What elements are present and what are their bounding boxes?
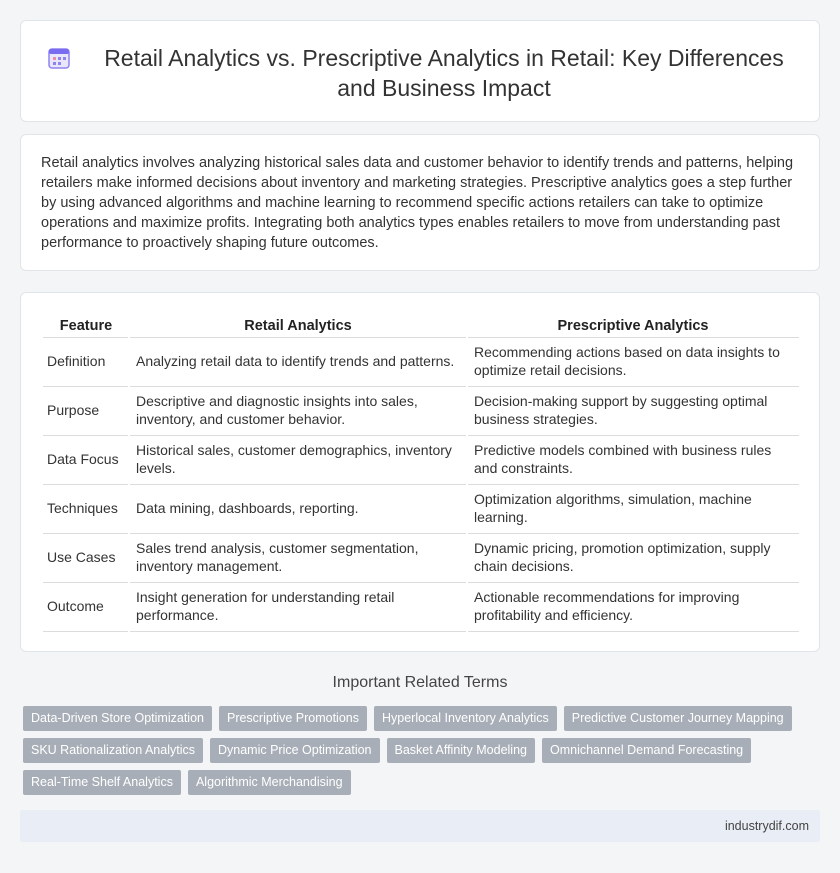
- related-term-tag[interactable]: Algorithmic Merchandising: [188, 770, 351, 795]
- title-card: [20, 20, 820, 122]
- related-term-tag[interactable]: Hyperlocal Inventory Analytics: [374, 706, 557, 731]
- footer: [20, 810, 820, 842]
- comparison-card: [20, 292, 820, 652]
- table-header-row: [43, 315, 799, 337]
- retail-analytics-cell: Insight generation for understanding retail performance.: [129, 582, 467, 631]
- column-header: Retail Analytics: [129, 315, 467, 337]
- table-row: [43, 337, 799, 386]
- feature-cell: Outcome: [43, 582, 129, 631]
- table-row: [43, 435, 799, 484]
- feature-cell: Techniques: [43, 484, 129, 533]
- table-row: [43, 386, 799, 435]
- feature-cell: Use Cases: [43, 533, 129, 582]
- feature-cell: Definition: [43, 337, 129, 386]
- prescriptive-analytics-cell: Actionable recommendations for improving profitability and efficiency.: [467, 582, 799, 631]
- prescriptive-analytics-cell: Predictive models combined with business rules and constraints.: [467, 435, 799, 484]
- retail-analytics-cell: Analyzing retail data to identify trends and patterns.: [129, 337, 467, 386]
- related-term-tag[interactable]: Real-Time Shelf Analytics: [23, 770, 181, 795]
- related-term-tag[interactable]: Omnichannel Demand Forecasting: [542, 738, 751, 763]
- related-term-tag[interactable]: Predictive Customer Journey Mapping: [564, 706, 792, 731]
- retail-analytics-cell: Historical sales, customer demographics, inventory levels.: [129, 435, 467, 484]
- table-row: [43, 533, 799, 582]
- related-term-tag[interactable]: Data-Driven Store Optimization: [23, 706, 212, 731]
- column-header: Prescriptive Analytics: [467, 315, 799, 337]
- intro-card: [20, 134, 820, 271]
- feature-cell: Purpose: [43, 386, 129, 435]
- retail-analytics-cell: Data mining, dashboards, reporting.: [129, 484, 467, 533]
- prescriptive-analytics-cell: Decision-making support by suggesting optimal business strategies.: [467, 386, 799, 435]
- comparison-table: [43, 315, 799, 632]
- retail-analytics-cell: Sales trend analysis, customer segmentation, inventory management.: [129, 533, 467, 582]
- related-term-tag[interactable]: Basket Affinity Modeling: [387, 738, 535, 763]
- column-header: Feature: [43, 315, 129, 337]
- intro-paragraph: Retail analytics involves analyzing historical sales data and customer behavior to identify trends and patterns, helping retailers make informed decisions about inventory and marketing strategies. Prescriptive analytics goes a step further by using advanced algorithms and machine learning to recommend specific actions retailers can take to optimize operations and maximize profits. Integrating both analytics types enables retailers to move from understanding past performance to proactively shaping future outcomes.: [41, 155, 794, 251]
- prescriptive-analytics-cell: Dynamic pricing, promotion optimization, supply chain decisions.: [467, 533, 799, 582]
- calendar-icon: [48, 47, 70, 69]
- related-term-tag[interactable]: Prescriptive Promotions: [219, 706, 367, 731]
- prescriptive-analytics-cell: Recommending actions based on data insights to optimize retail decisions.: [467, 337, 799, 386]
- retail-analytics-cell: Descriptive and diagnostic insights into sales, inventory, and customer behavior.: [129, 386, 467, 435]
- footer-site-link[interactable]: industrydif.com: [724, 819, 809, 833]
- related-terms-list: [23, 706, 823, 802]
- related-term-tag[interactable]: Dynamic Price Optimization: [210, 738, 380, 763]
- prescriptive-analytics-cell: Optimization algorithms, simulation, machine learning.: [467, 484, 799, 533]
- feature-cell: Data Focus: [43, 435, 129, 484]
- table-row: [43, 484, 799, 533]
- page-title: Retail Analytics vs. Prescriptive Analytics in Retail: Key Differences and Business Impact: [104, 45, 784, 101]
- related-terms-heading: Important Related Terms: [332, 674, 508, 691]
- table-row: [43, 582, 799, 631]
- related-term-tag[interactable]: SKU Rationalization Analytics: [23, 738, 203, 763]
